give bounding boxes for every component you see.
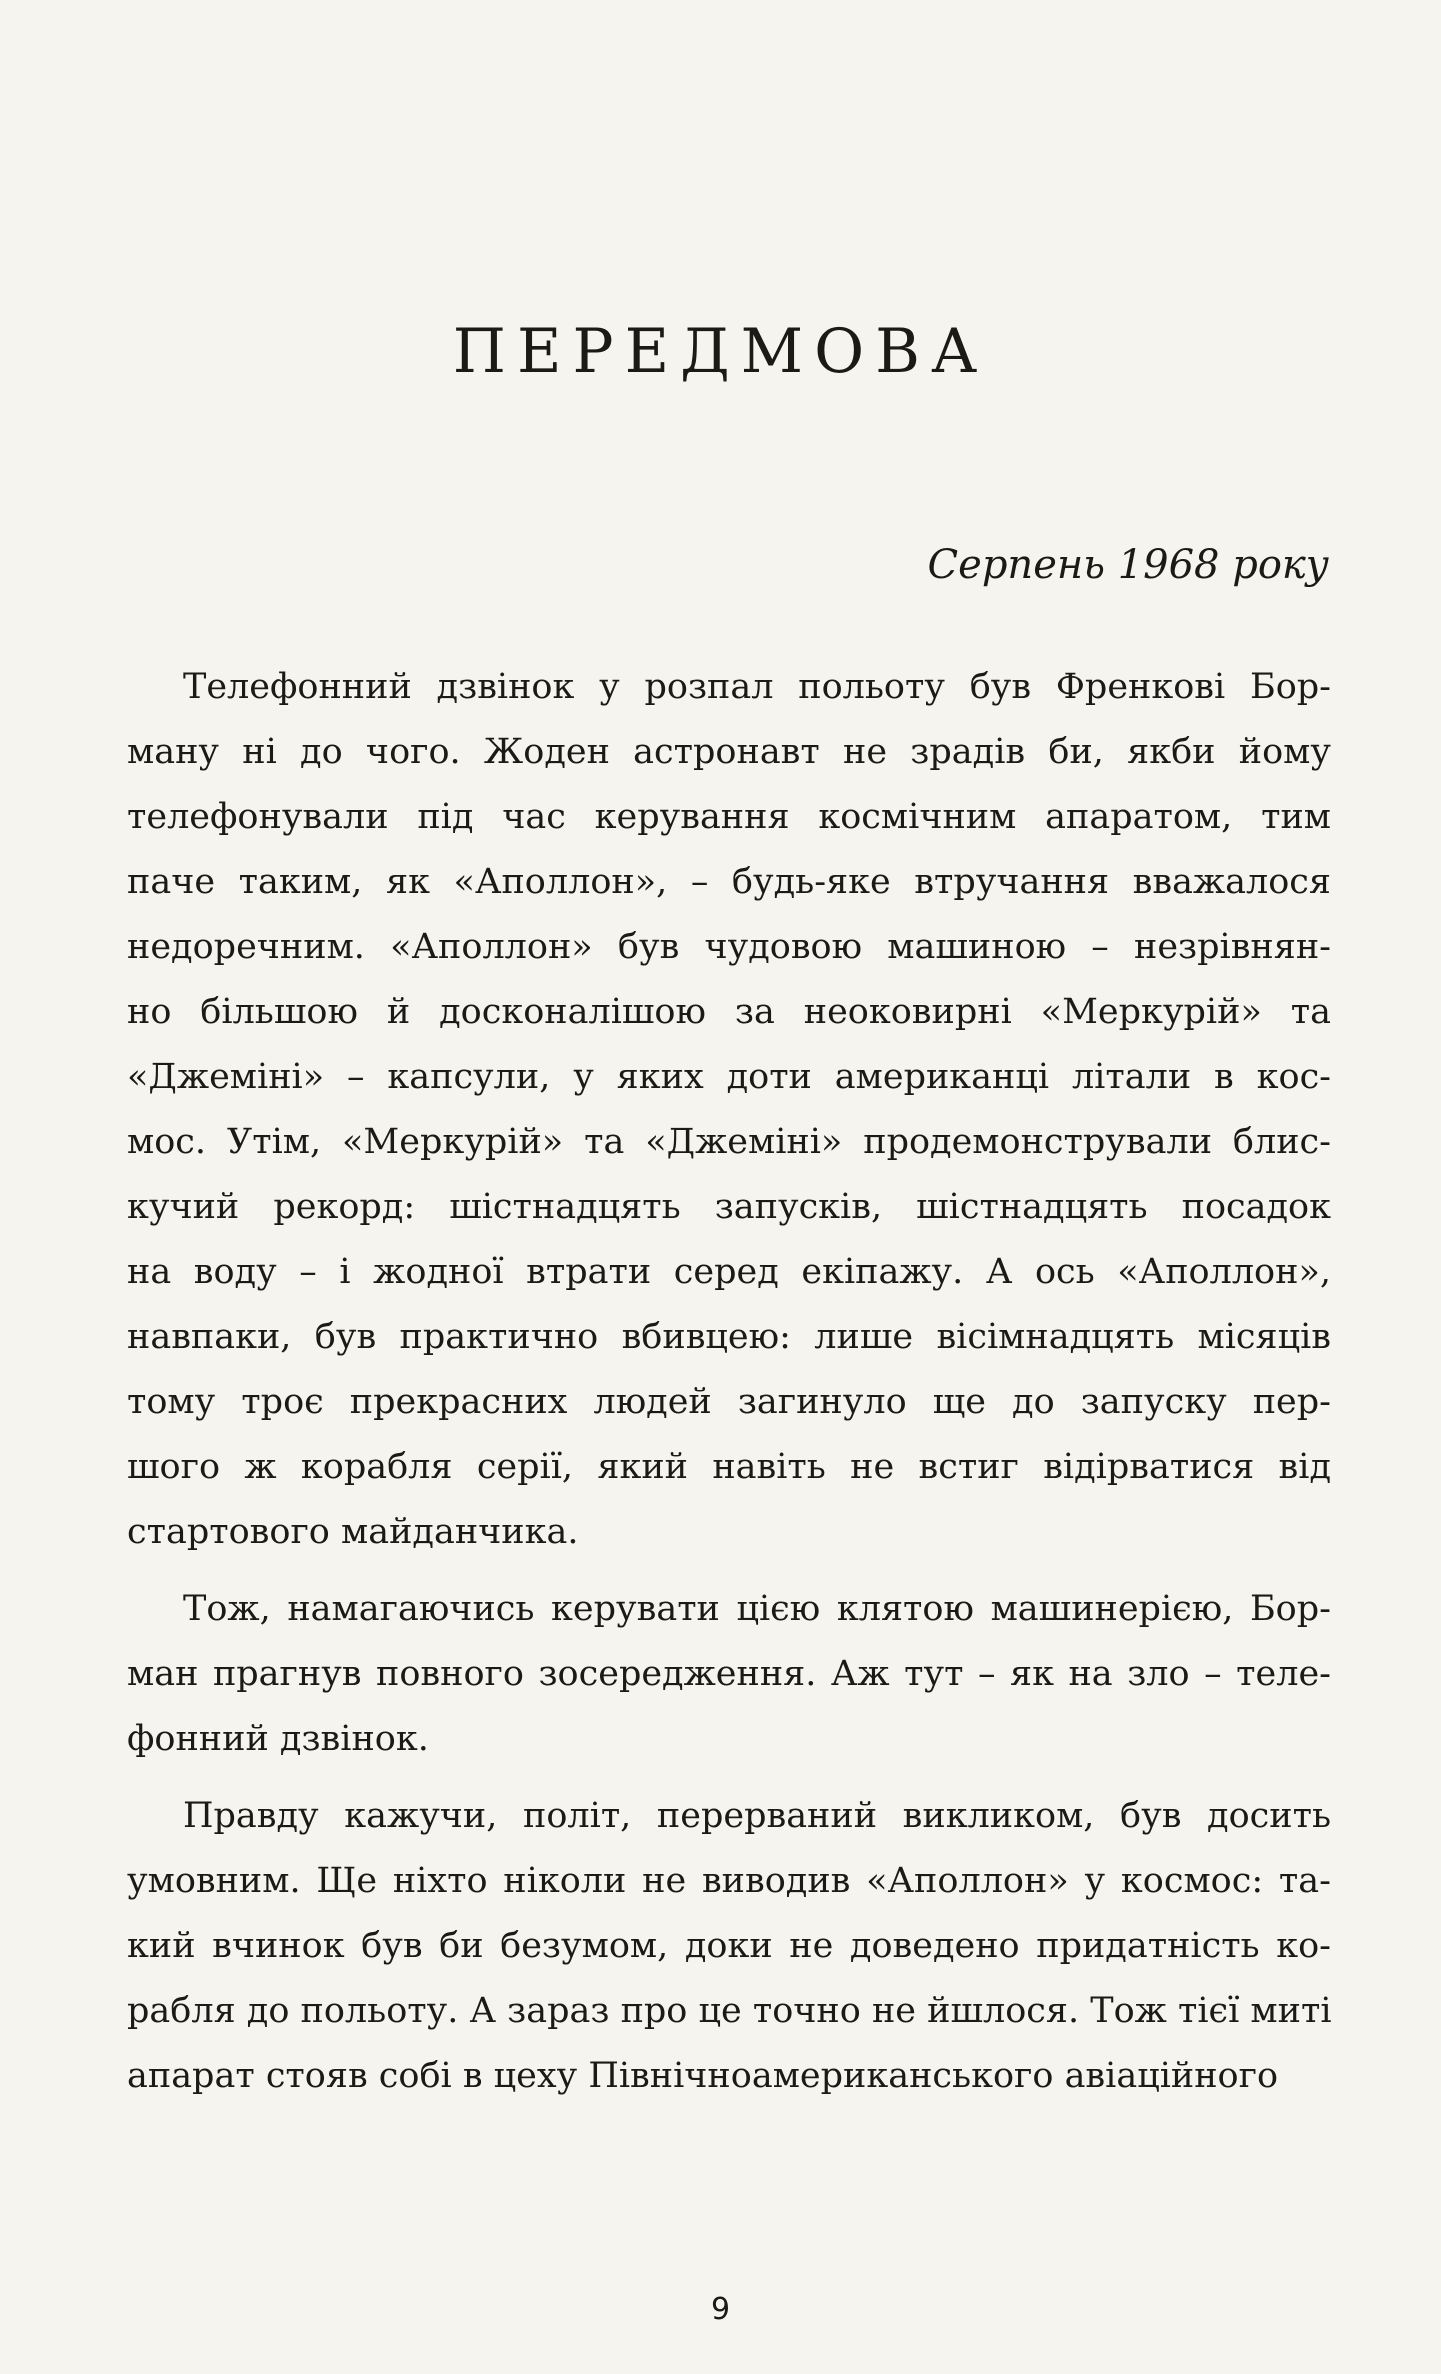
text-line: но більшою й досконалішою за неоковирні «Меркурій» та bbox=[127, 992, 1331, 1032]
chapter-dateline: Серпень 1968 року bbox=[927, 542, 1329, 588]
page-title: ПЕРЕДМОВА bbox=[452, 315, 989, 387]
text-line: Тож, намагаючись керувати цією клятою машинерією, Бор- bbox=[183, 1589, 1331, 1629]
text-line: телефонували під час керування космічним апаратом, тим bbox=[127, 797, 1331, 837]
text-line: мос. Утім, «Меркурій» та «Джеміні» продемонстрували блис- bbox=[127, 1122, 1331, 1162]
text-line: умовним. Ще ніхто ніколи не виводив «Аполлон» у космос: та- bbox=[127, 1861, 1331, 1901]
text-line: ман прагнув повного зосередження. Аж тут – як на зло – теле- bbox=[127, 1654, 1331, 1694]
text-line: шого ж корабля серії, який навіть не встиг відірватися від bbox=[127, 1447, 1331, 1487]
text-line: кучий рекорд: шістнадцять запусків, шістнадцять посадок bbox=[127, 1187, 1331, 1227]
paragraph bbox=[127, 1577, 1331, 1772]
text-line: паче таким, як «Аполлон», – будь-яке втручання вважалося bbox=[127, 862, 1331, 902]
body-text bbox=[127, 655, 1331, 2109]
text-line: навпаки, був практично вбивцею: лише вісімнадцять місяців bbox=[127, 1317, 1331, 1357]
paragraph bbox=[127, 1784, 1331, 2109]
paragraph-gap bbox=[127, 1565, 1331, 1577]
text-line: кий вчинок був би безумом, доки не доведено придатність ко- bbox=[127, 1926, 1331, 1966]
text-line: Правду кажучи, політ, перерваний викликом, був досить bbox=[183, 1796, 1331, 1836]
text-line: Телефонний дзвінок у розпал польоту був Френкові Бор- bbox=[183, 667, 1331, 707]
text-line: ману ні до чого. Жоден астронавт не зрадів би, якби йому bbox=[127, 732, 1331, 772]
text-line: «Джеміні» – капсули, у яких доти американці літали в кос- bbox=[127, 1057, 1331, 1097]
text-line: стартового майданчика. bbox=[127, 1512, 579, 1552]
text-line: рабля до польоту. А зараз про це точно не йшлося. Тож тієї миті bbox=[127, 1991, 1332, 2031]
text-line: тому троє прекрасних людей загинуло ще до запуску пер- bbox=[127, 1382, 1331, 1422]
text-line: апарат стояв собі в цеху Північноамериканського авіаційного bbox=[127, 2056, 1279, 2096]
page-number: 9 bbox=[710, 2292, 731, 2327]
text-line: фонний дзвінок. bbox=[127, 1719, 429, 1759]
paragraph bbox=[127, 655, 1331, 1565]
text-line: недоречним. «Аполлон» був чудовою машиною – незрівнян- bbox=[127, 927, 1331, 967]
text-line: на воду – і жодної втрати серед екіпажу. А ось «Аполлон», bbox=[127, 1252, 1331, 1292]
paragraph-gap bbox=[127, 1772, 1331, 1784]
